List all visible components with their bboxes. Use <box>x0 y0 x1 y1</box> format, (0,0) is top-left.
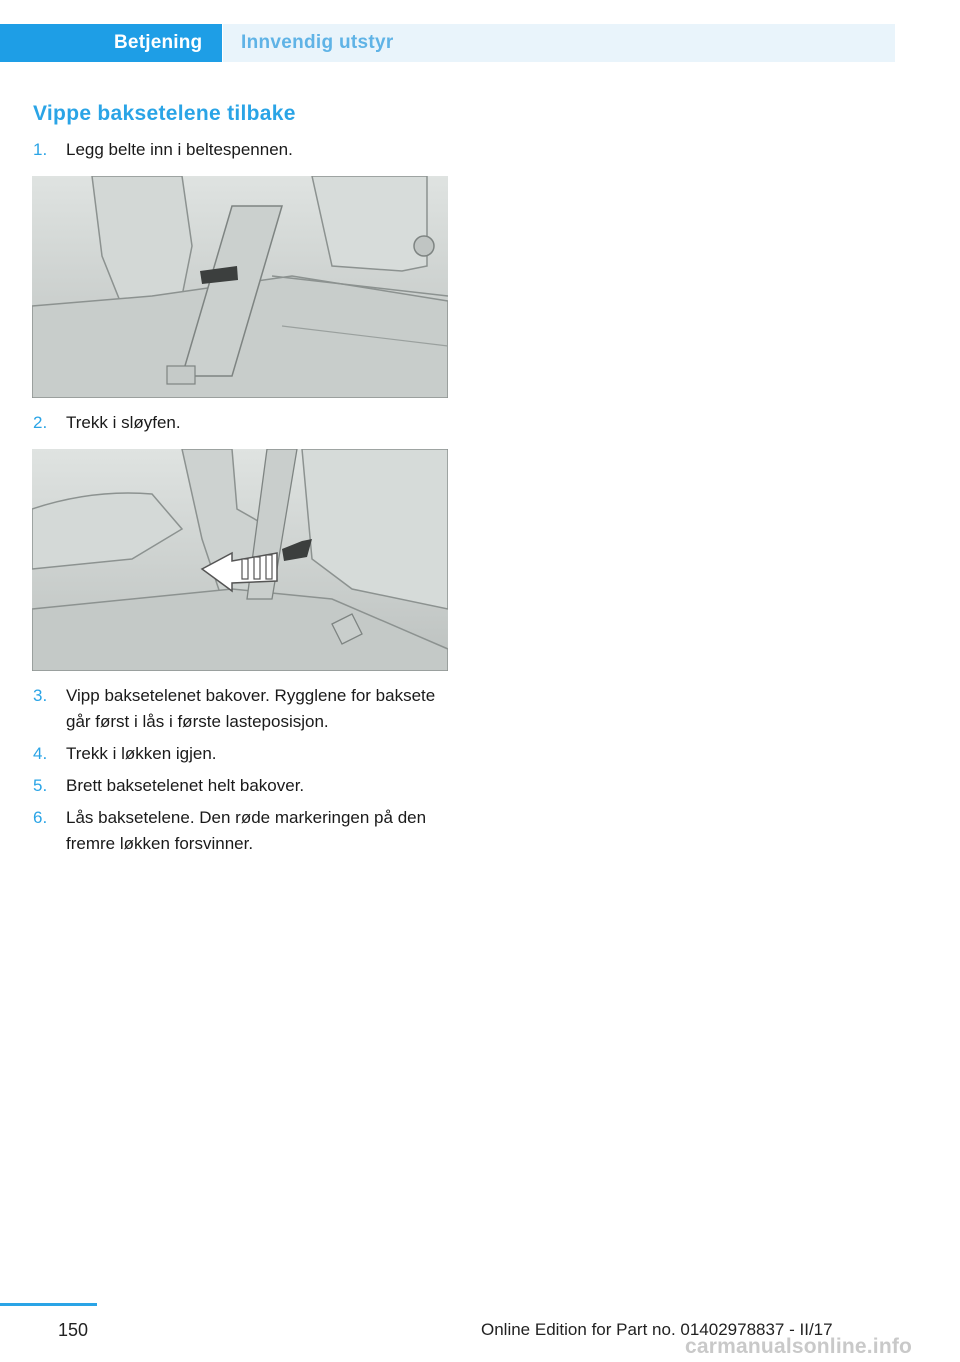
step-6 <box>33 805 453 857</box>
step-1 <box>33 137 453 163</box>
step-text: Trekk i sløyfen. <box>66 413 181 432</box>
step-text: Legg belte inn i beltespennen. <box>66 140 293 159</box>
step-text: Vipp baksetelenet bakover. Rygglene for baksete går først i lås i første lasteposisjon. <box>66 686 436 731</box>
step-5 <box>33 773 453 799</box>
step-2 <box>33 410 453 436</box>
page-header <box>0 24 895 62</box>
edition-note: Online Edition for Part no. 01402978837 - II/17 <box>481 1320 833 1339</box>
page-number: 150 <box>58 1320 89 1340</box>
step-number: 1. <box>33 140 48 159</box>
watermark: carmanualsonline.info <box>685 1335 913 1358</box>
step-number: 6. <box>33 808 48 827</box>
seat-belt-illustration <box>32 176 448 398</box>
step-number: 3. <box>33 686 48 705</box>
step-text: Lås baksetelene. Den røde markeringen på den fremre løkken forsvinner. <box>66 808 427 853</box>
step-3 <box>33 683 453 735</box>
step-text: Trekk i løkken igjen. <box>66 744 217 763</box>
step-4 <box>33 741 453 767</box>
step-text: Brett baksetelenet helt bakover. <box>66 776 305 795</box>
footer-rule <box>0 1303 97 1306</box>
header-section-tab[interactable]: Betjening <box>0 24 222 62</box>
step-number: 5. <box>33 776 48 795</box>
loop-pull-illustration <box>32 449 448 671</box>
section-title: Vippe baksetelene tilbake <box>33 102 296 125</box>
header-subsection-tab[interactable]: Innvendig utstyr <box>223 24 895 62</box>
step-number: 4. <box>33 744 48 763</box>
step-number: 2. <box>33 413 48 432</box>
